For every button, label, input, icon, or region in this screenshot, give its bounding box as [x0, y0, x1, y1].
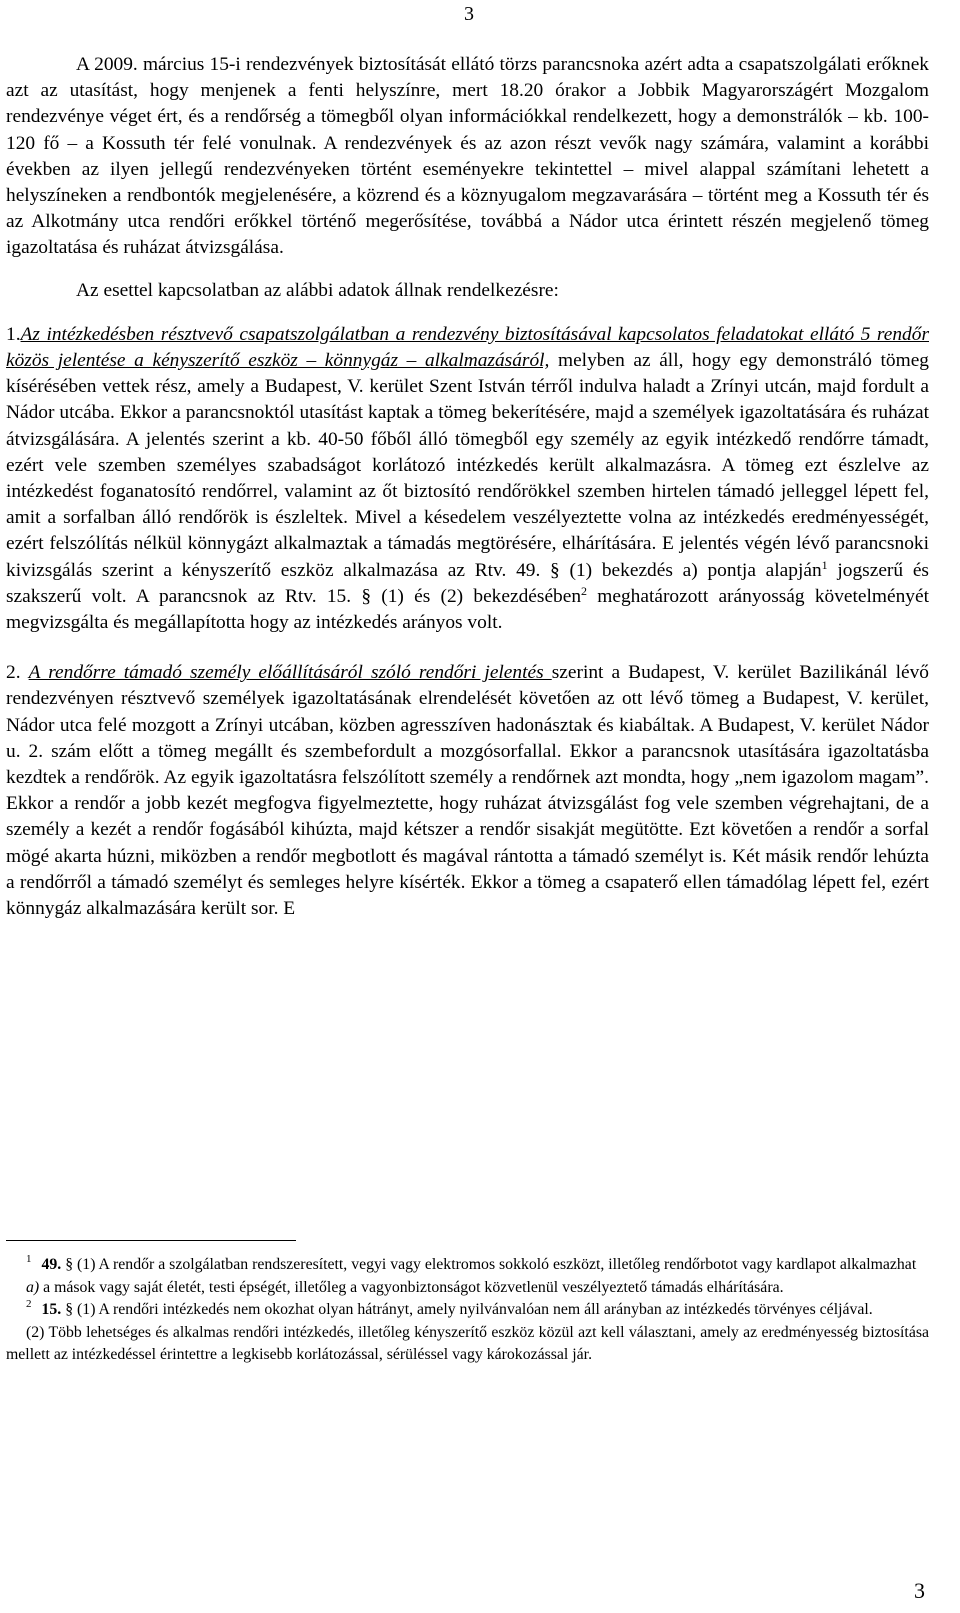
item-1-paragraph	[6, 322, 929, 636]
footnote-1-point-a-text: a mások vagy saját életét, testi épségét, illetőleg a vagyonbiztonságot közvetlenül veszélyeztető támadás elhárítására.	[39, 1278, 784, 1296]
item-1-text-b: jogszerű és szakszerű volt. A parancsnok az Rtv. 15. § (1) és (2) bekezdésében	[6, 559, 929, 607]
item-1-text-a: melyben az áll, hogy egy demonstráló tömeg kísérésében vettek rész, amely a Budapest, V. kerület Szent István térről indulva haladt a Zrínyi utcán, majd fordult a Nádor utcába. Ekkor a parancsnoktól utasítást kaptak a tömeg bekerítésére, majd a személyek igazoltatására és ruházat átvizsgálására. A jelentés szerint a kb. 40-50 főből álló tömegből egy személy az egyik intézkedő rendőrre támadt, ezért vele szemben személyes szabadságot korlátozó intézkedés került alkalmazásra. A tömeg ezt észlelve az intézkedést foganatosító rendőrrel, valamint az őt biztosító rendőrökkel szemben hirtelen támadó jelleggel lépett fel, amit a sorfalban álló rendőrök is észleltek. Mivel a késedelem veszélyeztette volna az intézkedés eredményességét, ezért felszólítás nélkül könnygázt alkalmaztak a támadás megtörésére, elhárítására. E jelentés végén lévő parancsnoki kivizsgálás szerint a kényszerítő eszköz alkalmazása az Rtv. 49. § (1) bekezdés a) pontja alapján	[6, 350, 929, 581]
footnote-1-mark: 1	[26, 1253, 32, 1265]
item-1-title: Az intézkedésben résztvevő csapatszolgálatban a rendezvény biztosításával kapcsolatos feladatokat ellátó 5 rendőr közös jelentése a kényszerítő eszköz – könnygáz – alkalmazásáról,	[6, 323, 929, 372]
footnote-2-paragraph-2: (2) Több lehetséges és alkalmas rendőri intézkedés, illetőleg kényszerítő eszköz közül azt kell választani, amely az eredményesség biztosítása mellett az intézkedéssel érintettre a legkisebb korlátozással, sérüléssel vagy károkozással jár.	[6, 1323, 929, 1363]
item-2-paragraph	[6, 660, 929, 922]
footnote-divider	[6, 1240, 296, 1241]
item-1-text-c: meghatározott arányosság követelményét megvizsgálta és megállapította hogy az intézkedés arányos volt.	[6, 585, 929, 634]
footnote-2	[6, 1299, 929, 1322]
footnote-1	[6, 1254, 929, 1277]
footnote-1-text: § (1) A rendőr a szolgálatban rendszeresített, vegyi vagy elektromos sokkoló eszközt, illetőleg rendőrbotot vagy kardlapot alkalmazhat	[61, 1256, 917, 1273]
footnote-2-section: 15.	[41, 1301, 62, 1318]
data-intro-line: Az esettel kapcsolatban az alábbi adatok állnak rendelkezésre:	[76, 279, 559, 301]
document-body	[6, 52, 929, 922]
footnote-2-mark: 2	[26, 1298, 32, 1310]
footnote-2-text: § (1) A rendőri intézkedés nem okozhat olyan hátrányt, amely nyilvánvalóan nem áll arányban az intézkedés törvényes céljával.	[61, 1301, 873, 1318]
footnote-1-section: 49.	[41, 1256, 62, 1273]
footnote-1-point-a-label: a)	[26, 1278, 40, 1296]
item-2-title: A rendőrre támadó személy előállításáról szóló rendőri jelentés	[28, 662, 552, 684]
footnote-1-point-a	[6, 1277, 929, 1300]
item-1-number: 1.	[6, 323, 21, 345]
page-number-bottom: 3	[914, 1578, 925, 1603]
footnote-ref-1[interactable]: 1	[821, 557, 828, 572]
item-2-text: szerint a Budapest, V. kerület Bazilikánál lévő rendezvényen résztvevő személyek igazoltatásának elrendelését követően az ott lévő tömeg a Budapest, V. kerület, Nádor utca felé mozgott a Zrínyi utcában, közben agresszíven hadonásztak és kiabáltak. A Budapest, V. kerület Nádor u. 2. szám előtt a tömeg megállt és szembefordult a mozgósorfallal. Ekkor a parancsnok utasítására igazoltatásba kezdtek a rendőrök. Az egyik igazoltatásra felszólított személy a rendőrnek azt mondta, hogy „nem igazolom magam”. Ekkor a rendőr a jobb kezét megfogva figyelmeztette, hogy ruházat átvizsgálást fog vele szemben végrehajtani, de a személy a kezét a rendőr fogásából kihúzta, majd kétszer a rendőr sisakját megütötte. Ezt követően a rendőr a sorfal mögé akarta húzni, miközben a rendőr megbotlott és magával rántotta a támadó személyt is. Két másik rendőr lehúzta a rendőrről a támadó személyt és semleges helyre kísérték. Ekkor a tömeg a csapaterő ellen támadólag lépett fel, ezért könnygáz alkalmazására került sor. E	[6, 662, 930, 920]
footnote-ref-2[interactable]: 2	[581, 583, 588, 598]
item-2-number: 2.	[6, 662, 29, 684]
intro-paragraph: A 2009. március 15-i rendezvények biztosítását ellátó törzs parancsnoka azért adta a csapatszolgálati erőknek azt az utasítást, hogy menjenek a fenti helyszínre, mert 18.20 órakor a Jobbik Magyarországért Mozgalom rendezvénye véget ért, és a rendőrség a tömegből olyan információkkal rendelkezett, hogy a demonstrálók – kb. 100-120 fő – a Kossuth tér felé vonulnak. A rendezvények és az azon részt vevők nagy számára, valamint a korábbi években az ilyen jellegű rendezvényeken történt eseményekre tekintettel – mivel alappal számítani lehetett a helyszíneken a rendbontók megjelenésére, a közrend és a köznyugalom megzavarására – történt meg a Kossuth tér és az Alkotmány utca rendőri erőkkel történő megerősítése, továbbá a Nádor utca érintett részén megjelenő tömeg igazoltatása és ruházat átvizsgálása.	[6, 54, 929, 259]
page-number-top: 3	[464, 3, 474, 25]
footnotes	[6, 1254, 929, 1367]
